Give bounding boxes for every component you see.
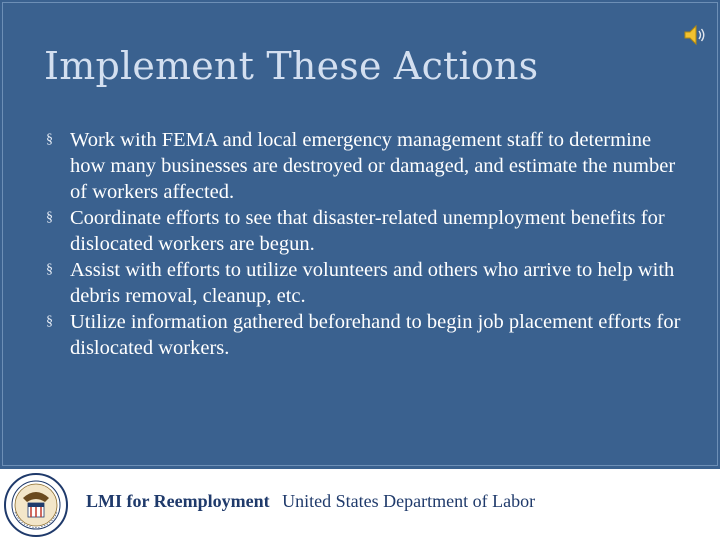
- list-item: [46, 127, 686, 205]
- footer-department: United States Department of Labor: [282, 491, 536, 511]
- bullet-icon: §: [46, 314, 53, 329]
- footer-program: LMI for Reemployment: [86, 491, 270, 511]
- bullet-icon: §: [46, 210, 53, 225]
- dol-seal-icon: [3, 472, 69, 538]
- list-item: [46, 257, 686, 309]
- list-item: [46, 309, 686, 361]
- bullet-text: Assist with efforts to utilize volunteers and others who arrive to help with debris removal, cleanup, etc.: [70, 259, 675, 307]
- bullet-icon: §: [46, 132, 53, 147]
- bullet-text: Coordinate efforts to see that disaster-related unemployment benefits for dislocated workers are begun.: [70, 207, 665, 255]
- footer-caption: [86, 491, 535, 512]
- bullet-text: Work with FEMA and local emergency management staff to determine how many businesses are destroyed or damaged, and estimate the number of workers affected.: [70, 129, 676, 203]
- speaker-icon[interactable]: [682, 22, 708, 48]
- slide-title: Implement These Actions: [44, 44, 539, 88]
- footer-bar: [0, 469, 720, 540]
- bullet-text: Utilize information gathered beforehand to begin job placement efforts for dislocated workers.: [70, 311, 681, 359]
- list-item: [46, 205, 686, 257]
- bullet-list: [46, 127, 686, 361]
- bullet-icon: §: [46, 262, 53, 277]
